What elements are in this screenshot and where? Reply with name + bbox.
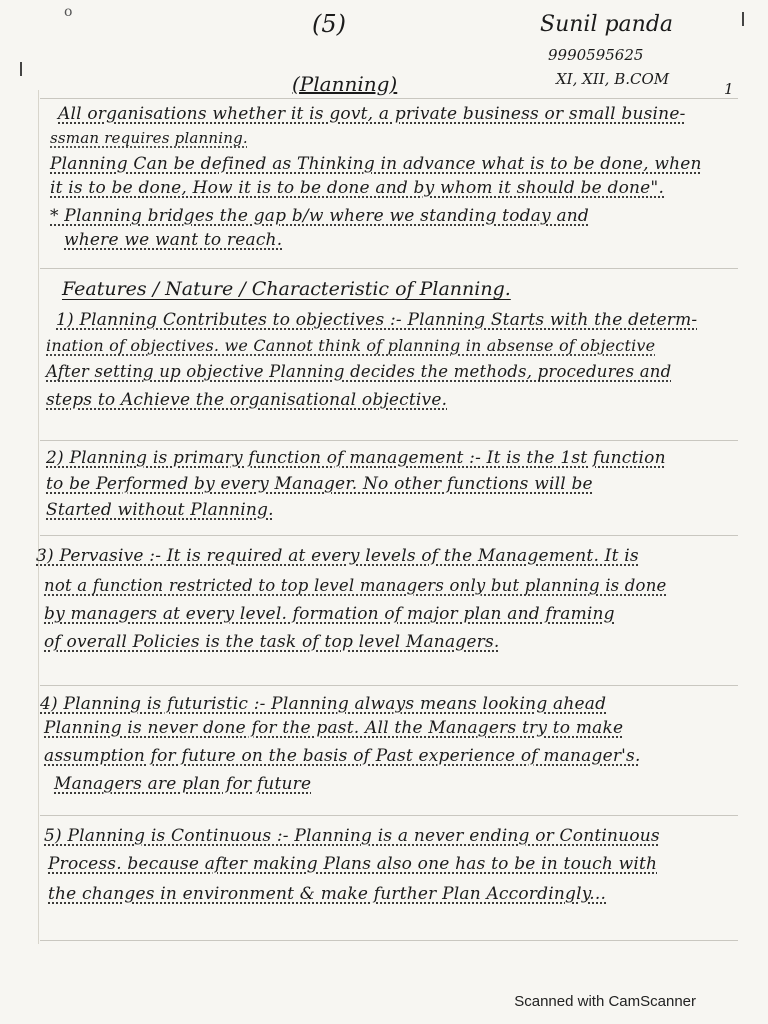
- point-line: 1) Planning Contributes to objectives :- Planning Starts with the determ-: [56, 310, 698, 330]
- point-line: Managers are plan for future: [54, 774, 312, 794]
- point-line: 3) Pervasive :- It is required at every levels of the Management. It is: [36, 546, 639, 566]
- intro-line: All organisations whether it is govt, a private business or small busine-: [58, 104, 686, 124]
- intro-line: ssman requires planning.: [50, 129, 248, 147]
- author-phone: 9990595625: [548, 46, 644, 64]
- features-heading: Features / Nature / Characteristic of Planning.: [62, 278, 511, 300]
- point-line: steps to Achieve the organisational objective.: [46, 390, 448, 410]
- point-line: Planning is never done for the past. All the Managers try to make: [44, 718, 624, 738]
- ruled-line: [40, 685, 738, 686]
- margin-tick: [742, 12, 744, 26]
- ruled-line: [40, 815, 738, 816]
- intro-line: Planning Can be defined as Thinking in advance what is to be done, when: [50, 154, 702, 174]
- ruled-line: [40, 440, 738, 441]
- author-name: Sunil panda: [540, 12, 674, 37]
- page-number: (5): [312, 10, 346, 38]
- point-line: Process. because after making Plans also one has to be in touch with: [48, 854, 658, 874]
- point-line: 4) Planning is futuristic :- Planning always means looking ahead: [40, 694, 607, 714]
- ruled-line: [40, 940, 738, 941]
- intro-line: it is to be done, How it is to be done and by whom it should be done".: [50, 178, 665, 198]
- point-line: by managers at every level. formation of major plan and framing: [44, 604, 615, 624]
- point-line: assumption for future on the basis of Past experience of manager's.: [44, 746, 641, 766]
- intro-line: * Planning bridges the gap b/w where we standing today and: [50, 206, 590, 226]
- point-line: to be Performed by every Manager. No other functions will be: [46, 474, 593, 494]
- ruled-line: [40, 268, 738, 269]
- ruled-line: [40, 535, 738, 536]
- corner-mark: o: [64, 4, 73, 20]
- margin-line: [38, 90, 39, 944]
- point-line: not a function restricted to top level managers only but planning is done: [44, 576, 667, 595]
- author-classes: XI, XII, B.COM: [556, 70, 670, 88]
- point-line: 2) Planning is primary function of management :- It is the 1st function: [46, 448, 666, 468]
- point-line: ination of objectives. we Cannot think of planning in absense of objective: [46, 336, 656, 355]
- ruled-line: [40, 98, 738, 99]
- right-mark: 1: [724, 80, 734, 98]
- page-title: (Planning): [292, 72, 398, 96]
- point-line: of overall Policies is the task of top level Managers.: [44, 632, 500, 652]
- point-line: Started without Planning.: [46, 500, 274, 520]
- point-line: 5) Planning is Continuous :- Planning is a never ending or Continuous: [44, 826, 660, 846]
- point-line: the changes in environment & make further Plan Accordingly...: [48, 884, 607, 904]
- margin-tick: [20, 62, 22, 76]
- scanner-watermark: Scanned with CamScanner: [514, 993, 696, 1010]
- point-line: After setting up objective Planning decides the methods, procedures and: [46, 362, 672, 381]
- intro-line: where we want to reach.: [64, 230, 283, 250]
